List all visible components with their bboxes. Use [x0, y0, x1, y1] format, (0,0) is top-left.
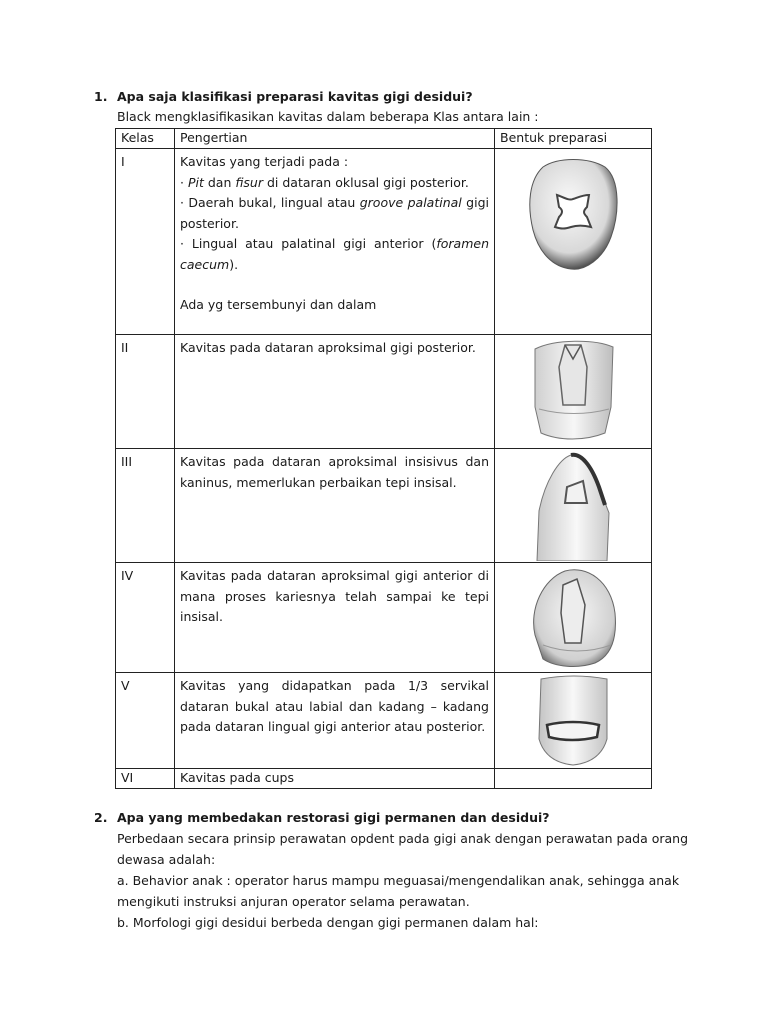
occlusal-cavity-tooth-icon — [523, 155, 623, 273]
kelas-cell: I — [116, 149, 175, 335]
proximal-anterior-cavity-tooth-icon — [525, 451, 621, 561]
table-row — [116, 449, 652, 563]
pengertian-cell: Kavitas yang didapatkan pada 1/3 servikal dataran bukal atau labial dan kadang – kadang pada dataran lingual gigi anterior atau posterior. — [175, 673, 495, 769]
header-bentuk-preparasi: Bentuk preparasi — [495, 129, 652, 149]
kelas-cell: V — [116, 673, 175, 769]
pengertian-cell — [175, 149, 495, 335]
paragraph-line: a. Behavior anak : operator harus mampu meguasai/mengendalikan anak, sehingga anak — [117, 873, 680, 888]
definition-line: Kavitas yang terjadi pada : — [180, 154, 349, 169]
pengertian-cell: Kavitas pada dataran aproksimal gigi posterior. — [175, 335, 495, 449]
pengertian-cell: Kavitas pada dataran aproksimal gigi anterior di mana proses kariesnya telah sampai ke tepi insisal. — [175, 563, 495, 673]
table-row — [116, 673, 652, 769]
preparation-image-cell — [495, 149, 652, 335]
incisal-edge-cavity-tooth-icon — [525, 565, 621, 671]
pengertian-cell: Kavitas pada cups — [175, 769, 495, 789]
table-row — [116, 335, 652, 449]
pengertian-cell: Kavitas pada dataran aproksimal insisivus dan kaninus, memerlukan perbaikan tepi insisal. — [175, 449, 495, 563]
header-pengertian: Pengertian — [175, 129, 495, 149]
kelas-cell: II — [116, 335, 175, 449]
paragraph-line: dewasa adalah: — [117, 852, 216, 867]
question-1-title: Apa saja klasifikasi preparasi kavitas gigi desidui? — [117, 89, 473, 104]
kelas-cell: VI — [116, 769, 175, 789]
preparation-image-cell — [495, 335, 652, 449]
preparation-image-cell — [495, 673, 652, 769]
header-kelas: Kelas — [116, 129, 175, 149]
question-2-title: Apa yang membedakan restorasi gigi permanen dan desidui? — [117, 810, 550, 825]
question-2-number: 2. — [94, 810, 108, 825]
question-1-intro: Black mengklasifikasikan kavitas dalam beberapa Klas antara lain : — [117, 109, 539, 124]
preparation-image-cell — [495, 563, 652, 673]
definition-line: · Daerah bukal, lingual atau groove palatinal gigi posterior. — [180, 195, 489, 231]
definition-line: · Lingual atau palatinal gigi anterior (foramen caecum). — [180, 236, 489, 272]
kelas-cell: IV — [116, 563, 175, 673]
classification-table — [115, 128, 652, 789]
cervical-cavity-tooth-icon — [533, 673, 613, 767]
table-row — [116, 769, 652, 789]
question-1-number: 1. — [94, 89, 108, 104]
paragraph-line: b. Morfologi gigi desidui berbeda dengan gigi permanen dalam hal: — [117, 915, 539, 930]
preparation-image-cell — [495, 769, 652, 789]
definition-line: · Pit dan fisur di dataran oklusal gigi posterior. — [180, 174, 469, 190]
paragraph-line: mengikuti instruksi anjuran operator selama perawatan. — [117, 894, 470, 909]
kelas-cell: III — [116, 449, 175, 563]
preparation-image-cell — [495, 449, 652, 563]
table-header-row — [116, 129, 652, 149]
proximal-posterior-cavity-tooth-icon — [525, 337, 621, 447]
table-row — [116, 563, 652, 673]
definition-line: Ada yg tersembunyi dan dalam — [180, 297, 377, 312]
table-row — [116, 149, 652, 335]
paragraph-line: Perbedaan secara prinsip perawatan opdent pada gigi anak dengan perawatan pada orang — [117, 831, 689, 846]
